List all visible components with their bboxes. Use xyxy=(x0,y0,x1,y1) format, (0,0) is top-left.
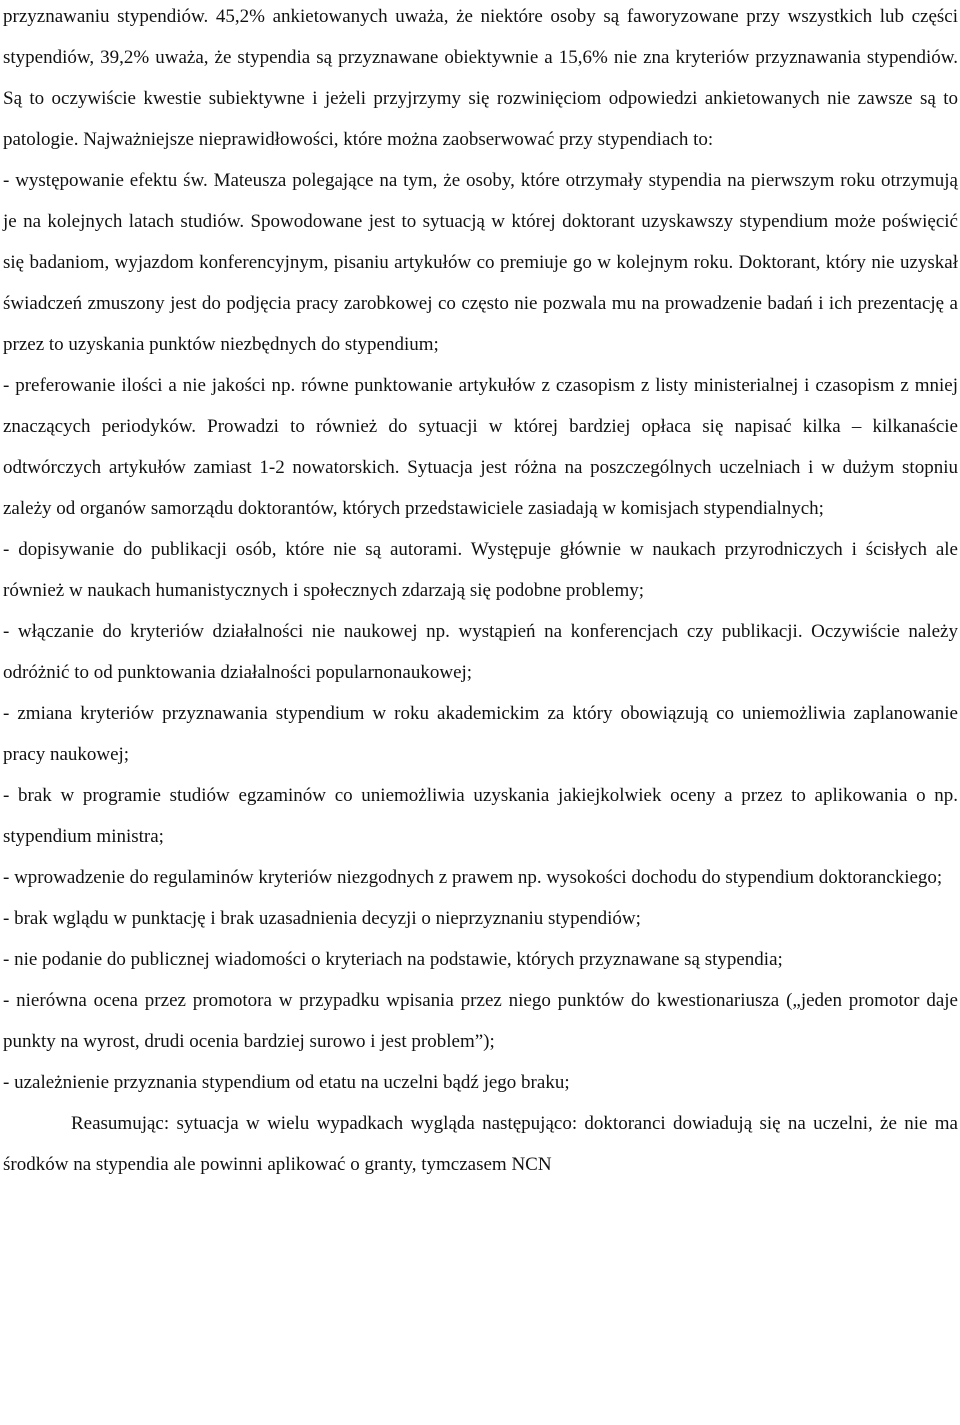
list-item-employment-dependence: - uzależnienie przyznania stypendium od etatu na uczelni bądź jego braku; xyxy=(3,1072,570,1093)
list-item-matthew-effect: - występowanie efektu św. Mateusza polegające na tym, że osoby, które otrzymały stypendia na pierwszym roku otrzymują je na kolejnych latach studiów. Spowodowane jest to sytuacją w której doktorant uzyskawszy stypendium może poświęcić się badaniom, wyjazdom konferencyjnym, pisaniu artykułów co premiuje go w kolejnym roku. Doktorant, który nie uzyskał świadczeń zmuszony jest do podjęcia pracy zarobkowej co często nie pozwala mu na prowadzenie badań i ich prezentację a przez to uzyskania punktów niezbędnych do stypendium; xyxy=(3,170,958,355)
list-item-non-scientific-criteria: - włączanie do kryteriów działalności nie naukowej np. wystąpień na konferencjach czy publikacji. Oczywiście należy odróżnić to od punktowania działalności popularnonaukowej; xyxy=(3,621,958,683)
list-item-quantity-over-quality: - preferowanie ilości a nie jakości np. równe punktowanie artykułów z czasopism z listy ministerialnej i czasopism z mniej znaczących periodyków. Prowadzi to również do sytuacji w której bardziej opłaca się napisać kilka – kilkanaście odtwórczych artykułów zamiast 1-2 nowatorskich. Sytuacja jest różna na poszczególnych uczelniach i w dużym stopniu zależy od organów samorządu doktorantów, których przedstawiciele zasiadają w komisjach stypendialnych; xyxy=(3,375,958,519)
list-item-no-insight: - brak wglądu w punktację i brak uzasadnienia decyzji o nieprzyznaniu stypendiów; xyxy=(3,908,641,929)
list-item-honorary-authorship: - dopisywanie do publikacji osób, które nie są autorami. Występuje głównie w naukach przyrodniczych i ścisłych ale również w naukach humanistycznych i społecznych zdarzają się podobne problemy; xyxy=(3,539,958,601)
document-page xyxy=(3,0,958,1185)
list-item-unequal-assessment: - nierówna ocena przez promotora w przypadku wpisania przez niego punktów do kwestionariusza („jeden promotor daje punkty na wyrost, drudi ocenia bardziej surowo i jest problem”); xyxy=(3,990,958,1052)
paragraph-summary: Reasumując: sytuacja w wielu wypadkach wygląda następująco: doktoranci dowiadują się na uczelni, że nie ma środków na stypendia ale powinni aplikować o granty, tymczasem NCN xyxy=(3,1113,958,1175)
list-item-no-exams: - brak w programie studiów egzaminów co uniemożliwia uzyskania jakiejkolwiek oceny a przez to aplikowania o np. stypendium ministra; xyxy=(3,785,958,847)
list-item-criteria-not-public: - nie podanie do publicznej wiadomości o kryteriach na podstawie, których przyznawane są stypendia; xyxy=(3,949,783,970)
paragraph-intro: przyznawaniu stypendiów. 45,2% ankietowanych uważa, że niektóre osoby są faworyzowane przy wszystkich lub części stypendiów, 39,2% uważa, że stypendia są przyznawane obiektywnie a 15,6% nie zna kryteriów przyznawania stypendiów. Są to oczywiście kwestie subiektywne i jeżeli przyjrzymy się rozwinięciom odpowiedzi ankietowanych nie zawsze są to patologie. Najważniejsze nieprawidłowości, które można zaobserwować przy stypendiach to: xyxy=(3,6,958,150)
list-item-unlawful-criteria: - wprowadzenie do regulaminów kryteriów niezgodnych z prawem np. wysokości dochodu do stypendium doktoranckiego; xyxy=(3,867,943,888)
list-item-criteria-change: - zmiana kryteriów przyznawania stypendium w roku akademickim za który obowiązują co uniemożliwia zaplanowanie pracy naukowej; xyxy=(3,703,958,765)
